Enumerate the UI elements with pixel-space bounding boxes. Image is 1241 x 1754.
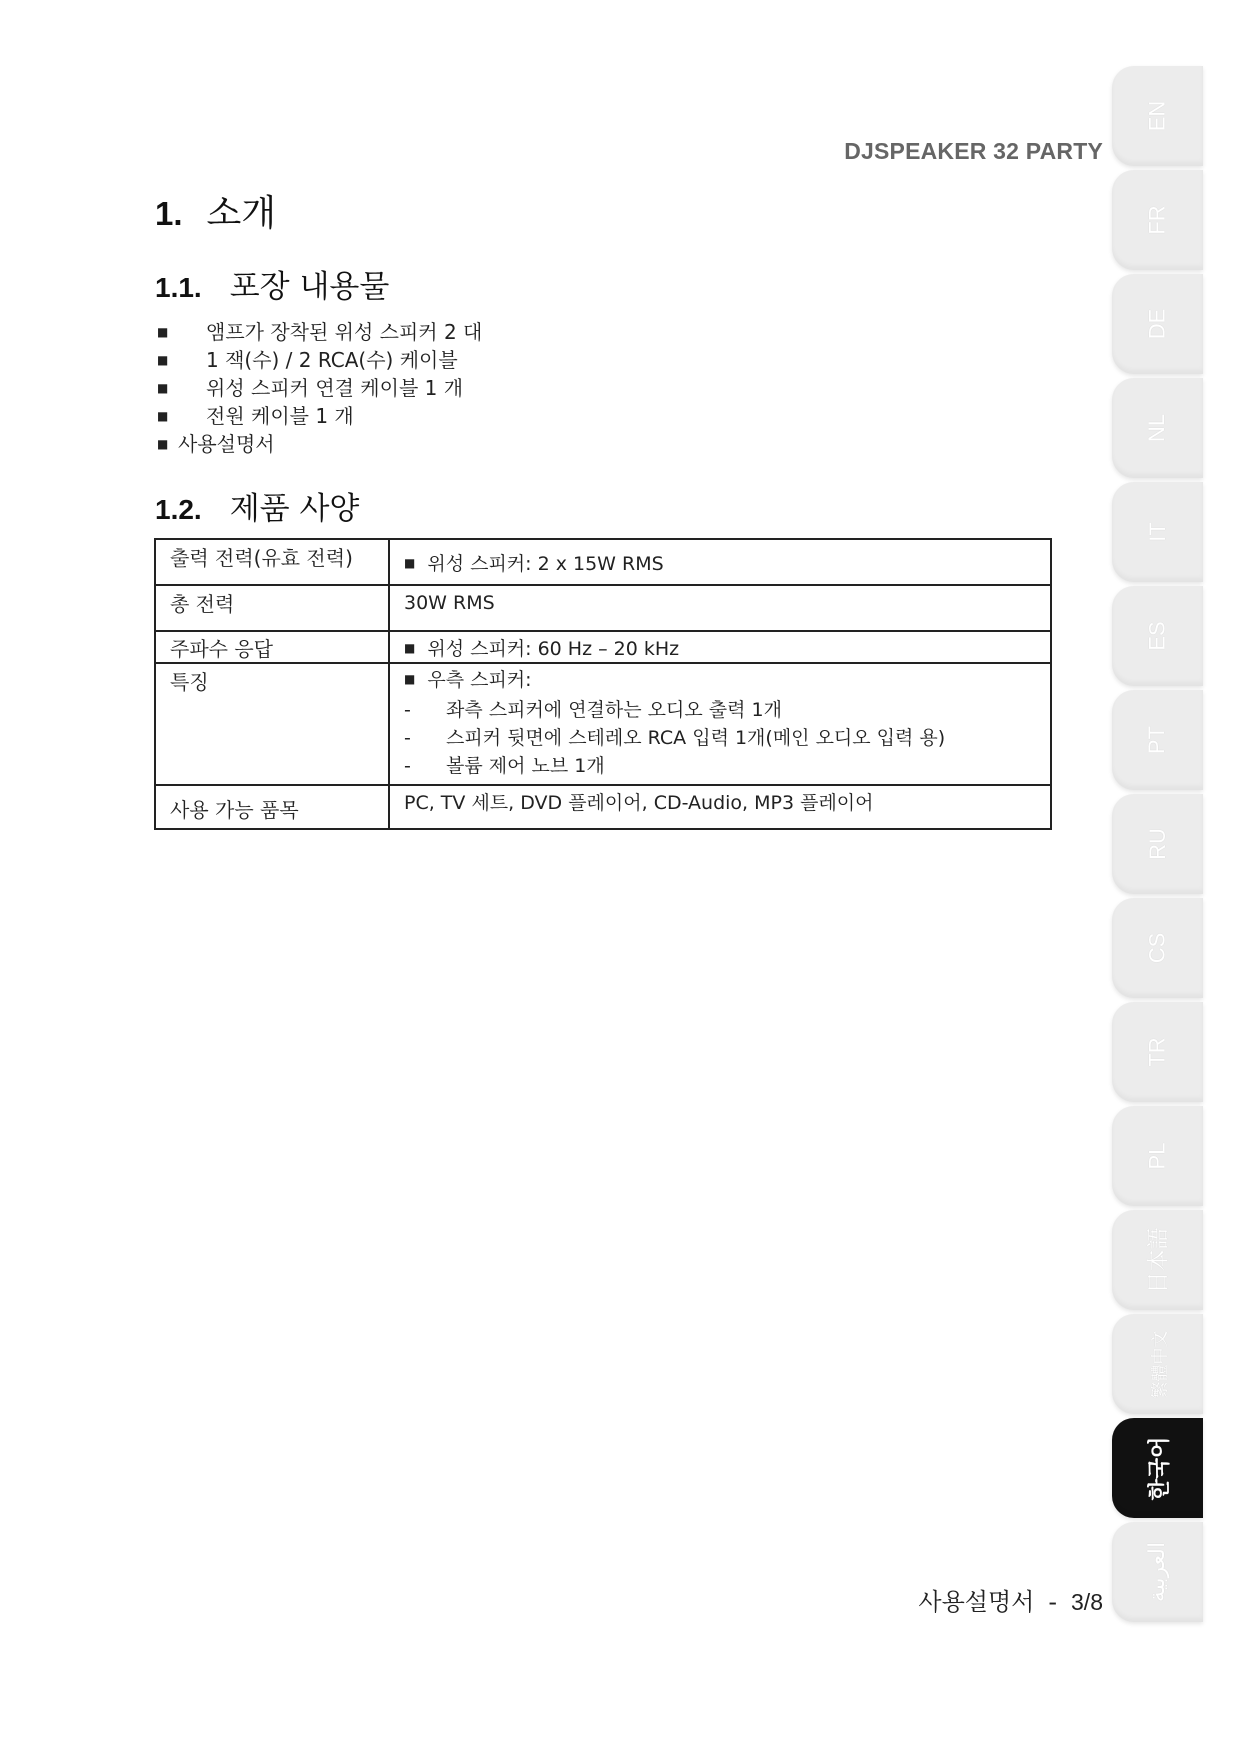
section-1-1-number: 1.1.: [155, 272, 202, 303]
section-1-number: 1.: [155, 195, 183, 232]
page-number: 3/8: [1071, 1589, 1103, 1615]
bullet-icon: ■: [157, 409, 169, 423]
table-cell-value: ■ 위성 스피커: 2 x 15W RMS: [389, 539, 1051, 585]
tab-ru[interactable]: RU: [1112, 794, 1203, 894]
bullet-icon: ■: [157, 325, 169, 339]
tab-de[interactable]: DE: [1112, 274, 1203, 374]
dash-marker: -: [404, 755, 411, 777]
dash-marker: -: [404, 727, 411, 749]
table-cell-label: 특징: [155, 663, 389, 785]
tab-pl[interactable]: PL: [1112, 1106, 1203, 1206]
tab-ar[interactable]: العربية: [1112, 1522, 1203, 1622]
tab-ja[interactable]: 日本語: [1112, 1210, 1203, 1310]
bullet-icon: ■: [404, 556, 416, 570]
section-1-2-heading: [155, 483, 359, 528]
table-cell-label: 출력 전력(유효 전력): [155, 539, 389, 585]
footer-separator: -: [1048, 1588, 1058, 1616]
document-header-title: DJSPEAKER 32 PARTY: [844, 138, 1103, 164]
table-cell-value: 30W RMS: [389, 585, 1051, 631]
section-1-1-title: 포장 내용물: [229, 269, 390, 305]
tab-pt[interactable]: PT: [1112, 690, 1203, 790]
bullet-icon: ■: [404, 641, 416, 655]
tab-cs[interactable]: CS: [1112, 898, 1203, 998]
tab-it[interactable]: IT: [1112, 482, 1203, 582]
bullet-icon: ■: [404, 672, 416, 686]
table-row: [155, 585, 1051, 631]
table-cell-value: ■ 위성 스피커: 60 Hz – 20 kHz: [389, 631, 1051, 663]
table-cell-label: 주파수 응답: [155, 631, 389, 663]
table-row: [155, 663, 1051, 785]
tab-fr[interactable]: FR: [1112, 170, 1203, 270]
footer-label: 사용설명서: [918, 1588, 1035, 1616]
bullet-icon: ■: [157, 437, 169, 451]
tab-nl[interactable]: NL: [1112, 378, 1203, 478]
tab-en[interactable]: EN: [1112, 66, 1203, 166]
table-row: [155, 785, 1051, 829]
bullet-icon: ■: [157, 353, 169, 367]
section-1-1-heading: [155, 261, 389, 306]
table-row: [155, 631, 1051, 663]
page-footer: [918, 1582, 1103, 1617]
tab-es[interactable]: ES: [1112, 586, 1203, 686]
table-cell-value: ■ 우측 스피커: - 좌측 스피커에 연결하는 오디오 출력 1개 - 스피커 뒷면에 스테레오 RCA 입력 1개(메인 오디오 입력 용) - 볼륨 제어 노브 1개: [389, 663, 1051, 785]
section-1-heading: [155, 185, 276, 236]
section-1-title: 소개: [206, 193, 277, 234]
specifications-table: [154, 538, 1052, 830]
table-cell-label: 사용 가능 품목: [155, 785, 389, 829]
bullet-icon: ■: [157, 381, 169, 395]
table-cell-value: PC, TV 세트, DVD 플레이어, CD-Audio, MP3 플레이어: [389, 785, 1051, 829]
tab-ko-active[interactable]: 한국어: [1112, 1418, 1203, 1518]
tab-tr[interactable]: TR: [1112, 1002, 1203, 1102]
section-1-2-number: 1.2.: [155, 494, 202, 525]
table-row: [155, 539, 1051, 585]
section-1-2-title: 제품 사양: [229, 491, 360, 527]
tab-zh-tw[interactable]: 繁體中文: [1112, 1314, 1203, 1414]
dash-marker: -: [404, 699, 411, 721]
table-cell-label: 총 전력: [155, 585, 389, 631]
